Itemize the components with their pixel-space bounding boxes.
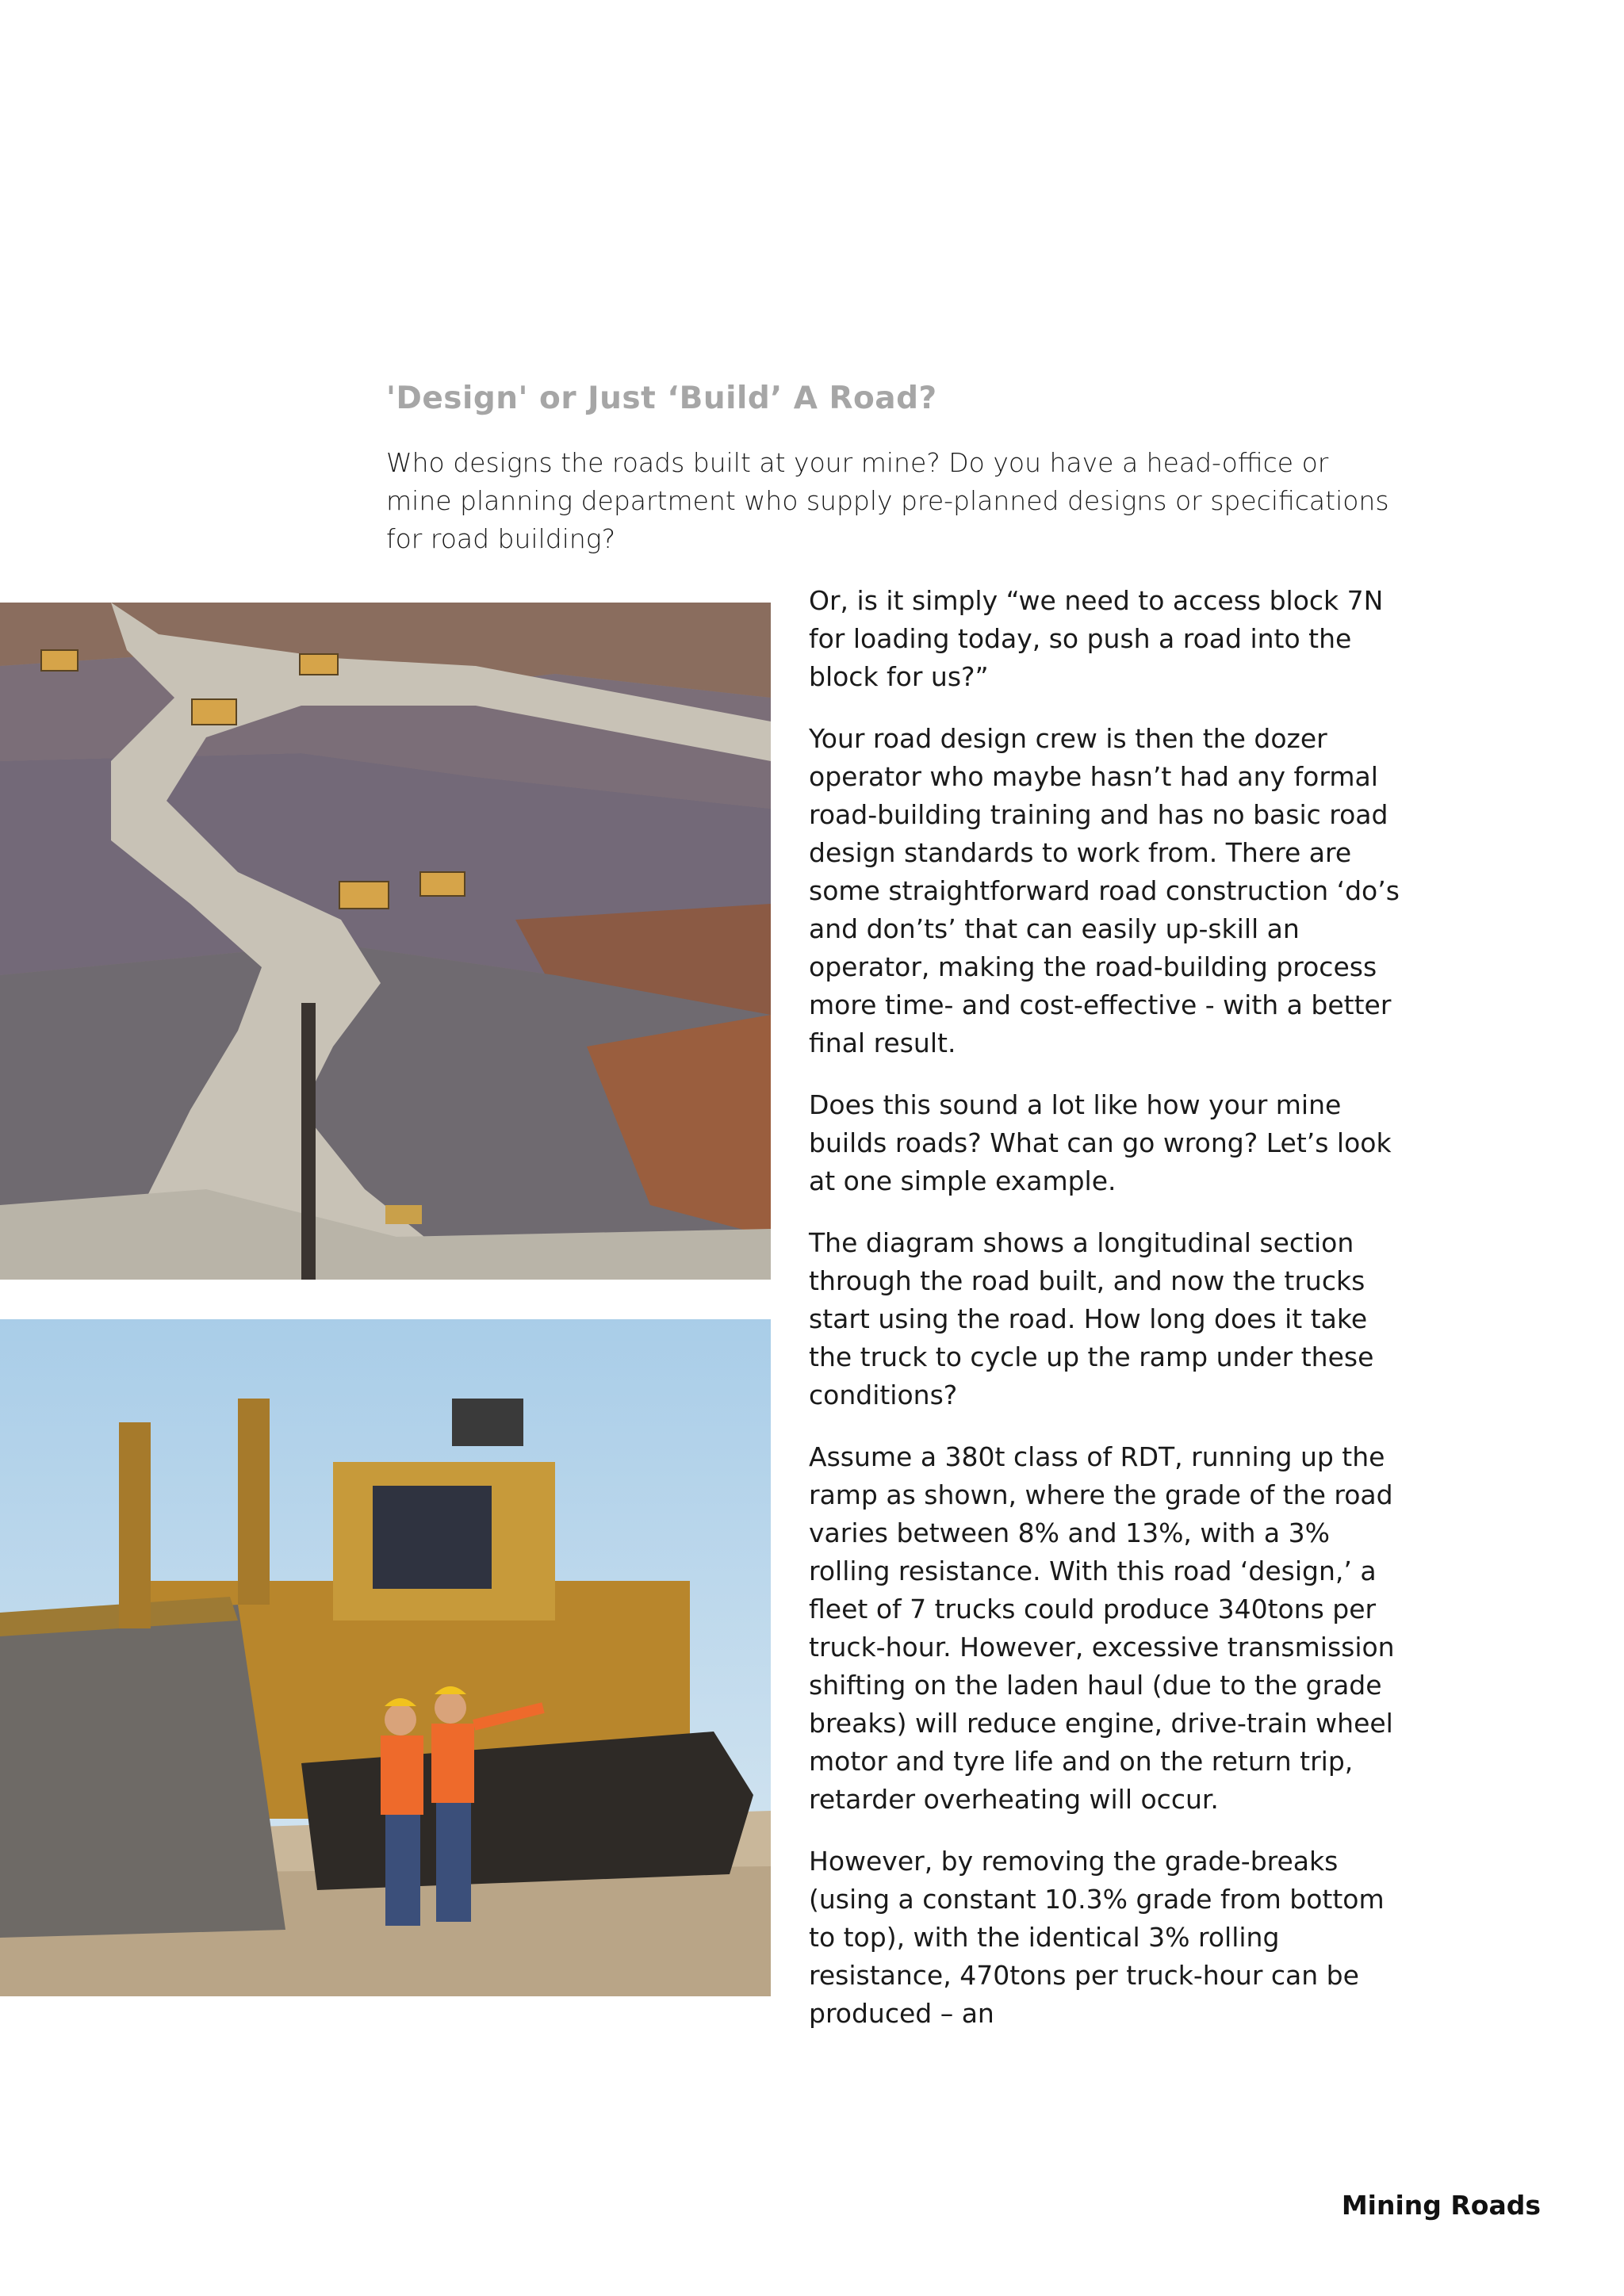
- dozer-workers-photo: [0, 1319, 771, 1996]
- body-paragraph: Or, is it simply “we need to access block 7N for loading today, so push a road into the block for us?”: [809, 585, 1384, 692]
- haul-road-photo: [0, 603, 771, 1280]
- page-heading: 'Design' or Just ‘Build’ A Road?: [386, 381, 937, 416]
- body-paragraph: Does this sound a lot like how your mine builds roads? What can go wrong? Let’s look at one simple example.: [809, 1089, 1392, 1196]
- body-paragraph: However, by removing the grade-breaks (using a constant 10.3% grade from bottom to top), with the identical 3% rolling resistance, 470tons per truck-hour can be produced – an: [809, 1846, 1385, 2029]
- body-paragraph: The diagram shows a longitudinal section through the road built, and now the trucks start using the road. How long does it take the truck to cycle up the ramp under these conditions?: [809, 1227, 1374, 1410]
- body-text-column: [809, 582, 1411, 2057]
- body-paragraph: Assume a 380t class of RDT, running up the ramp as shown, where the grade of the road varies between 8% and 13%, with a 3% rolling resistance. With this road ‘design,’ a fleet of 7 trucks could produce 340tons per truck-hour. However, excessive transmission shifting on the laden haul (due to the grade breaks) will reduce engine, drive-train wheel motor and tyre life and on the return trip, retarder overheating will occur.: [809, 1441, 1395, 1815]
- intro-paragraph: Who designs the roads built at your mine? Do you have a head-office or mine planning department who supply pre-planned designs or specifications for road building?: [386, 447, 1389, 554]
- footer-title: Mining Roads: [1341, 2190, 1541, 2221]
- body-paragraph: Your road design crew is then the dozer operator who maybe hasn’t had any formal road-building training and has no basic road design standards to work from. There are some straightforward road construction ‘do’s and don’ts’ that can easily up-skill an operator, making the road-building process more time- and cost-effective - with a better final result.: [809, 723, 1400, 1058]
